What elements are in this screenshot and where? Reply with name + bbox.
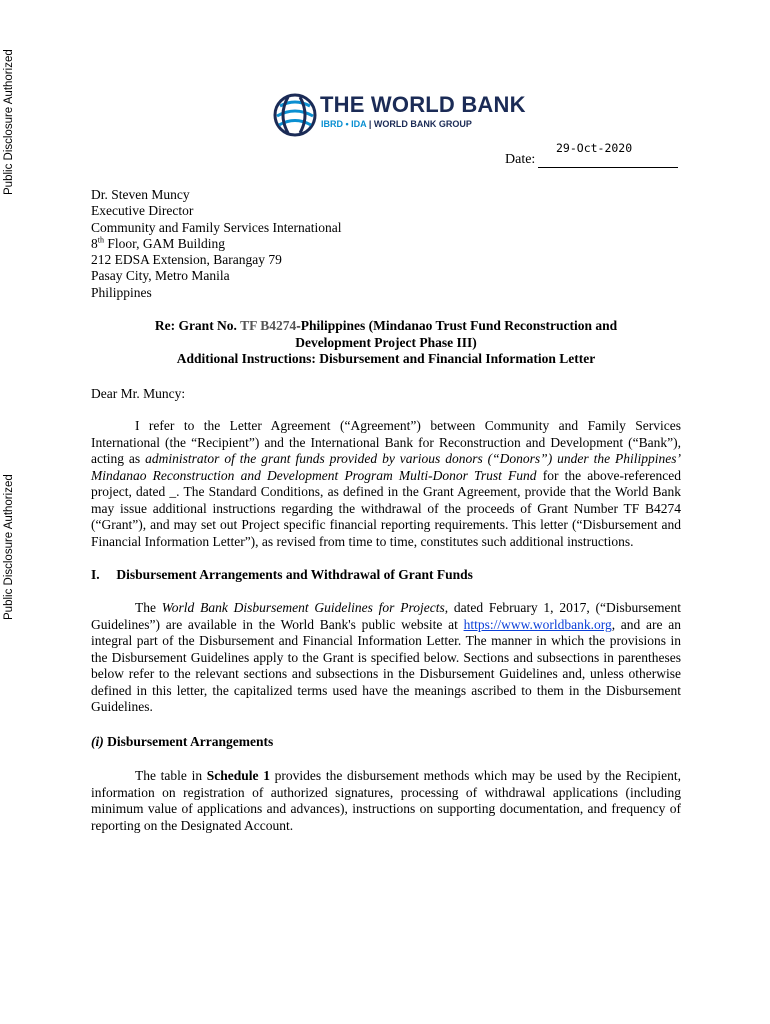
subject-line-1-rest: -Philippines (Mindanao Trust Fund Reconstruction and — [296, 318, 618, 333]
para3-bold: Schedule 1 — [206, 768, 270, 783]
para2-italic: World Bank Disbursement Guidelines for Projects — [161, 600, 445, 615]
paragraph-intro — [91, 418, 681, 550]
address-title: Executive Director — [91, 203, 194, 219]
subsection-title: Disbursement Arrangements — [107, 734, 274, 749]
para3-text-b: provides the disbursement methods which may be used by the Recipient, information on registration of authorized signatures, processing of withdrawal applications (including minimum value of applications and advances), instructions on supporting documentation, and frequency of reporting on the Designated Account. — [91, 768, 681, 833]
subject-line-1 — [91, 318, 681, 335]
para1-text-b: for the above-referenced project, dated _. The Standard Conditions, as defined in the Grant Agreement, provide that the World Bank may issue additional instructions regarding the withdrawal of the proceeds of Grant Number TF B4274 (“Grant”), and may set out Project specific financial reporting requirements. This letter (“Disbursement and Financial Information Letter”), as revised from time to time, constitutes such additional instructions. — [91, 467, 681, 549]
globe-icon — [272, 92, 318, 138]
recipient-address — [91, 187, 341, 301]
paragraph-guidelines — [91, 600, 681, 716]
world-bank-logo — [272, 92, 526, 142]
para2-text-a: The — [135, 600, 162, 615]
paragraph-schedule — [91, 768, 681, 834]
date-label: Date: — [505, 152, 536, 167]
disclosure-label-text: Public Disclosure Authorized — [3, 474, 15, 620]
subject-block — [91, 318, 681, 368]
section-heading-1 — [91, 567, 473, 583]
para1-italic: administrator of the grant funds provided by various donors (“Donors”) under the Philippines’ Mindanao Reconstruction and Development Program Multi-Donor Trust Fund — [91, 451, 682, 483]
disclosure-label-text: Public Disclosure Authorized — [3, 49, 15, 195]
logo-sub-left: IBRD • IDA — [321, 119, 367, 129]
section-number: I. — [91, 567, 100, 582]
subject-line-3: Additional Instructions: Disbursement and Financial Information Letter — [176, 351, 596, 366]
address-street: 212 EDSA Extension, Barangay 79 — [91, 252, 282, 268]
grant-number: TF B4274 — [240, 318, 297, 333]
logo-subtitle — [321, 119, 472, 129]
subject-line-2: Development Project Phase III) — [295, 334, 477, 350]
logo-title: THE WORLD BANK — [320, 92, 526, 117]
date-underline — [538, 154, 678, 168]
subsection-heading-1 — [91, 734, 273, 750]
floor-number: 8 — [91, 235, 98, 251]
subject-prefix: Re: Grant No. — [154, 318, 241, 333]
para3-text-a: The table in — [135, 768, 207, 783]
section-title: Disbursement Arrangements and Withdrawal of Grant Funds — [116, 567, 473, 582]
address-org: Community and Family Services International — [91, 219, 342, 235]
logo-sub-right: WORLD BANK GROUP — [373, 119, 472, 129]
para1-text-a: I refer to the Letter Agreement (“Agreement”) between Community and Family Services International (the “Recipient”) and the International Bank for Reconstruction and Development (“Bank”), acting as — [91, 418, 681, 466]
address-name: Dr. Steven Muncy — [91, 187, 190, 202]
address-floor — [91, 236, 341, 252]
floor-rest: Floor, GAM Building — [103, 235, 225, 251]
subsection-number: (i) — [91, 734, 104, 749]
logo-sub-separator: | — [368, 119, 372, 129]
para2-text-c: , and are an integral part of the Disbursement and Financial Information Letter. The manner in which the provisions in the Disbursement Guidelines apply to the Grant is specified below. Sections and subsections in parentheses below refer to the relevant sections and subsections in the Disbursement Guidelines and, unless otherwise defined in this letter, the capitalized terms used have the meanings ascribed to them in the Disbursement Guidelines. — [91, 616, 681, 714]
para2-text-b: , dated February 1, 2017, (“Disbursement Guidelines”) are available in the World Bank's public website at — [91, 600, 681, 632]
address-city: Pasay City, Metro Manila — [91, 268, 230, 284]
worldbank-link[interactable]: https://www.worldbank.org — [463, 616, 612, 632]
address-country: Philippines — [91, 284, 152, 300]
date-field — [505, 152, 678, 168]
date-value: 29-Oct-2020 — [556, 141, 633, 155]
floor-suffix: th — [97, 235, 104, 245]
salutation: Dear Mr. Muncy: — [91, 386, 186, 401]
